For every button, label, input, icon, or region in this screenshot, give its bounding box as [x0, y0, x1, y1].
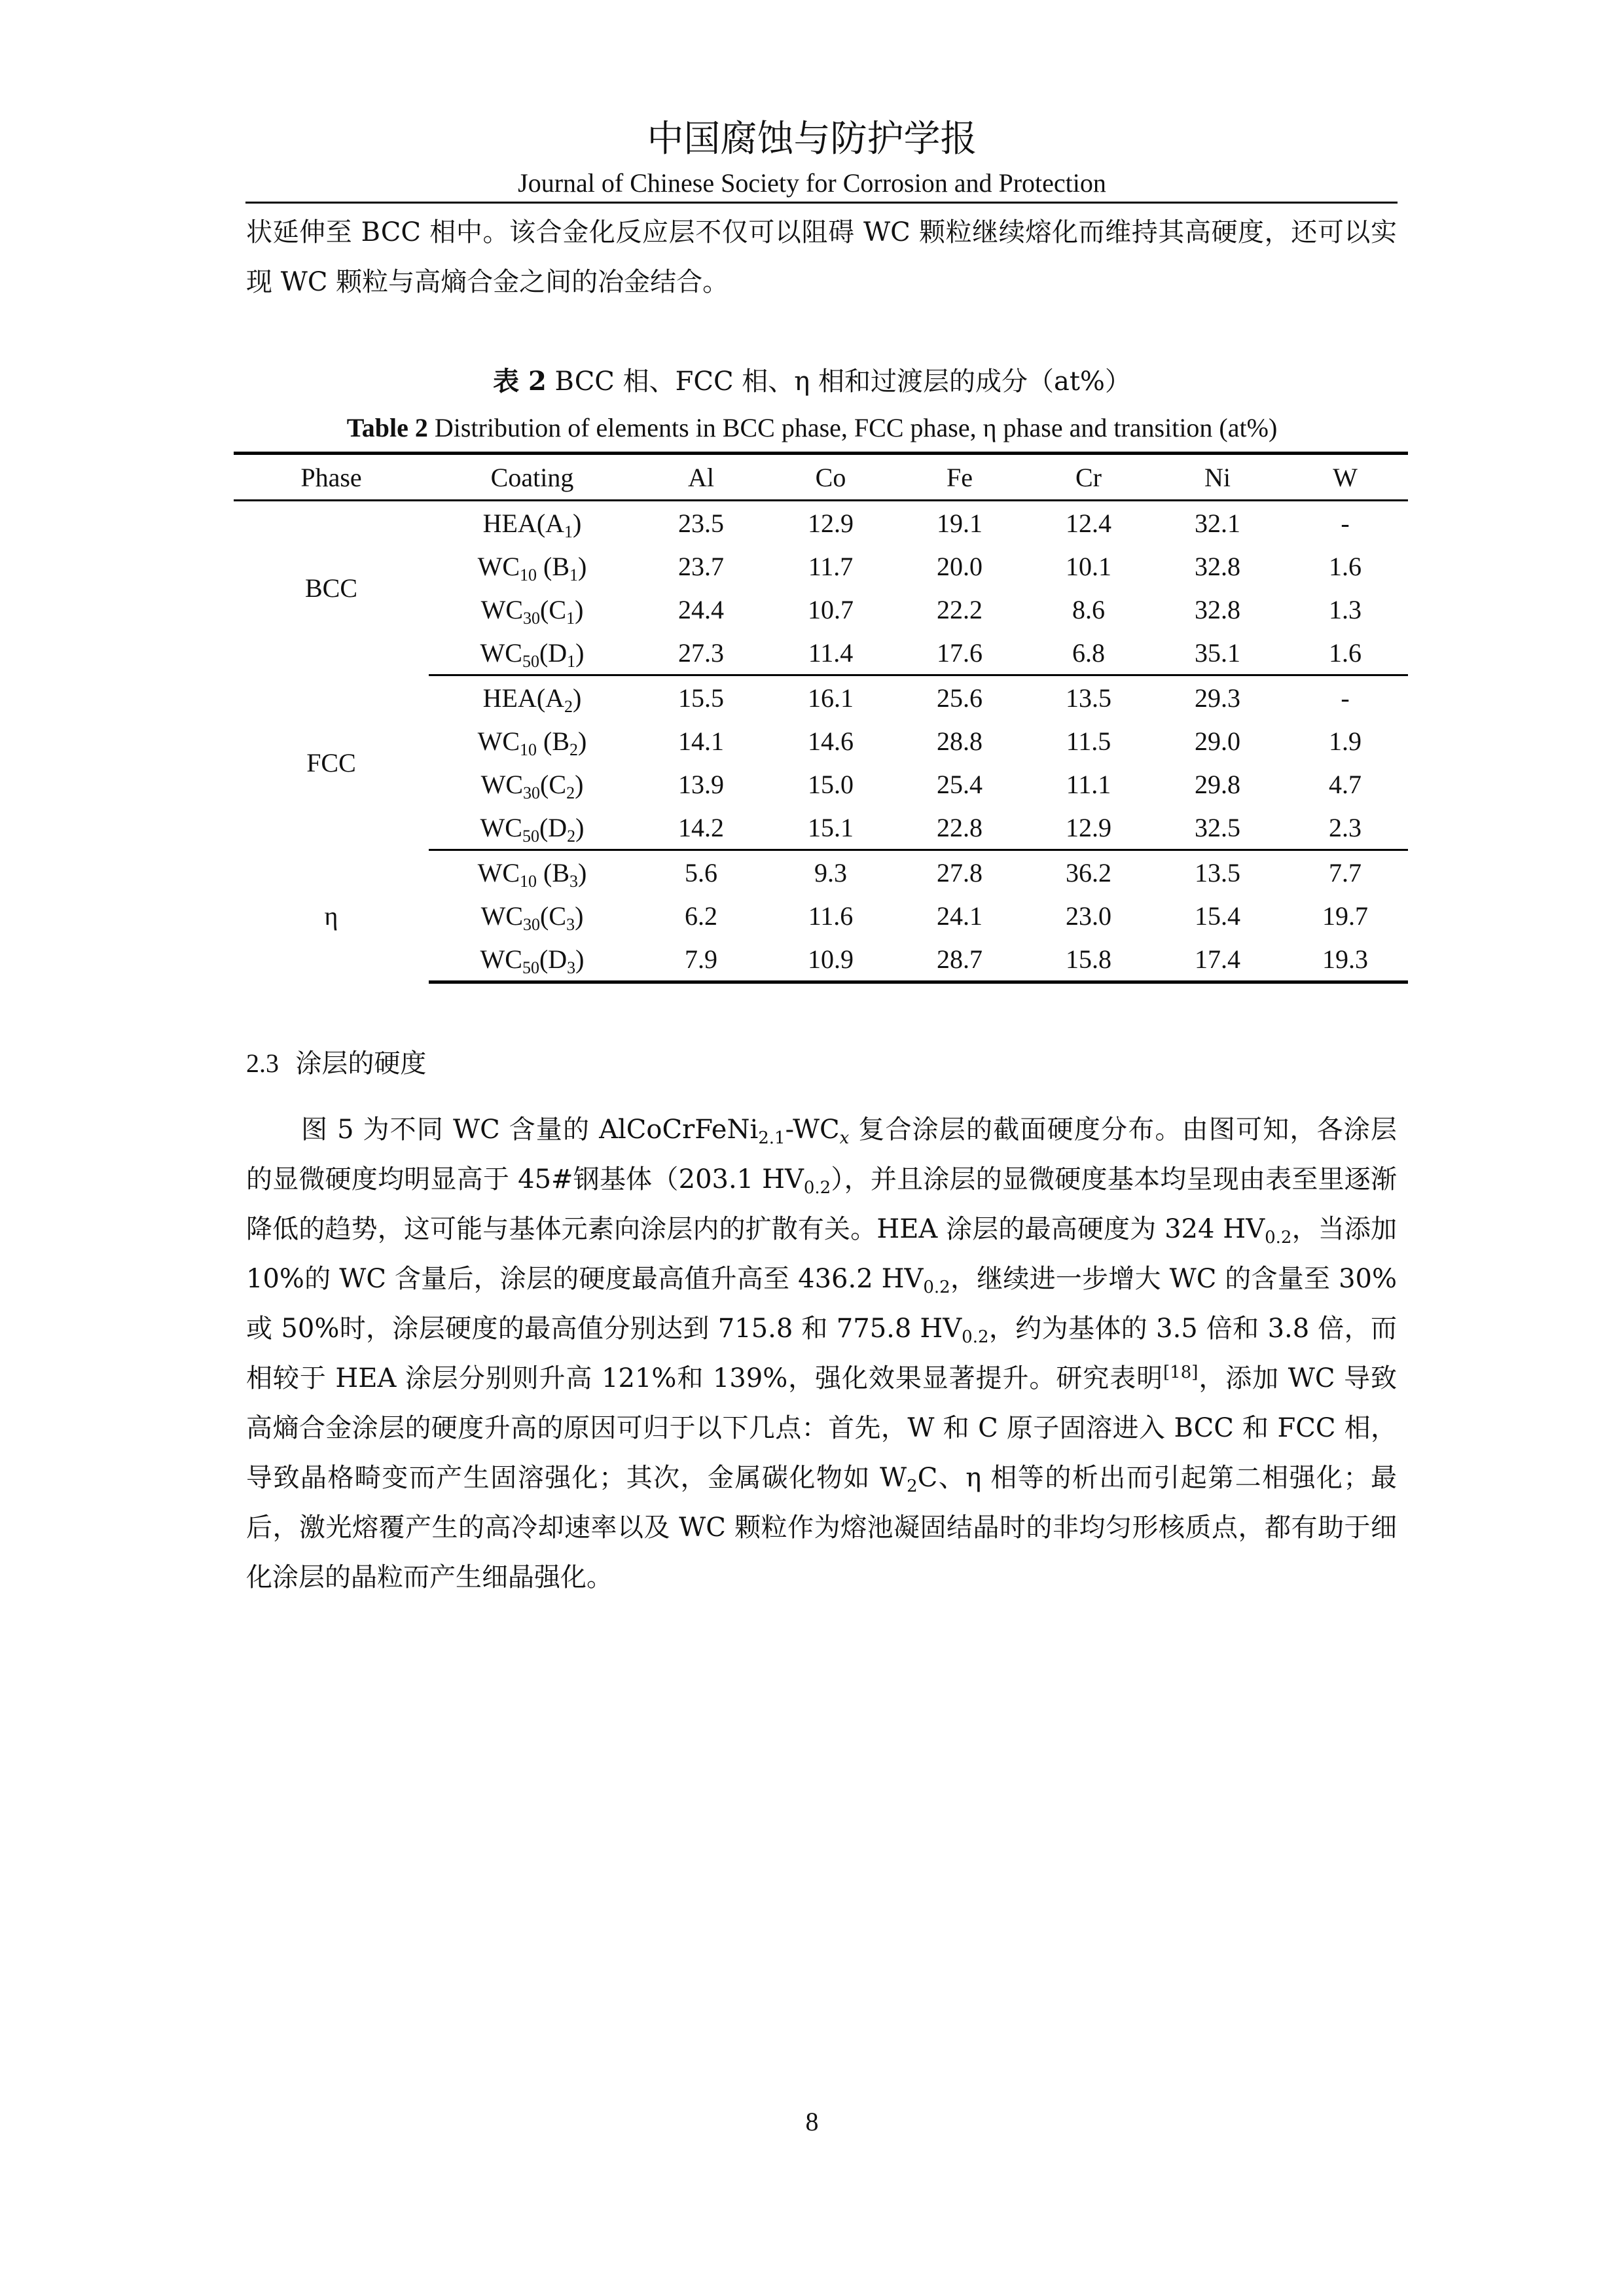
coating-cell: $WC_{50}(D_2)$ — [429, 806, 636, 850]
value-cell: 10.9 — [767, 937, 895, 982]
value-cell: 1.9 — [1329, 726, 1362, 756]
value-cell: 15.1 — [767, 806, 895, 850]
column-header: Fe — [895, 454, 1024, 501]
value-cell: 10.1 — [1066, 551, 1111, 581]
value-cell: 11.6 — [808, 901, 854, 931]
section-heading — [246, 1045, 426, 1082]
journal-title-cn: 中国腐蚀与防护学报 — [647, 118, 977, 160]
value-cell: 11.1 — [1066, 769, 1111, 799]
table-caption-en-text: Distribution of elements in BCC phase, FCC phase, η phase and transition (at%) — [427, 413, 1278, 442]
value-cell: 10.7 — [808, 594, 854, 624]
coating-cell: $WC_{30}(C_2)$ — [480, 769, 584, 802]
column-header: Phase — [234, 454, 429, 501]
phase-cell: FCC — [306, 747, 356, 778]
phase-group — [234, 675, 1408, 850]
value-cell: 13.5 — [1066, 683, 1111, 713]
coating-cell: $WC_{10}$ $(B_2)$ — [477, 726, 587, 759]
value-cell: 12.9 — [1024, 806, 1153, 850]
value-cell: 6.8 — [1024, 631, 1153, 675]
value-cell: 32.1 — [1195, 508, 1240, 538]
table-row — [234, 501, 1408, 545]
value-cell: 32.8 — [1195, 551, 1240, 581]
value-cell: 15.0 — [808, 769, 854, 799]
page-number: 8 — [805, 2107, 819, 2136]
value-cell: 14.6 — [808, 726, 854, 756]
value-cell: 1.6 — [1329, 551, 1362, 581]
value-cell: 12.9 — [808, 508, 854, 538]
phase-group — [234, 850, 1408, 982]
column-header: W — [1282, 454, 1408, 501]
value-cell: 29.3 — [1195, 683, 1240, 713]
value-cell: 28.8 — [937, 726, 983, 756]
value-cell: 22.8 — [895, 806, 1024, 850]
table-row — [234, 675, 1408, 720]
value-cell: 23.5 — [678, 508, 724, 538]
value-cell: 7.7 — [1329, 857, 1362, 888]
header-rule — [245, 202, 1398, 204]
value-cell: 15.4 — [1195, 901, 1240, 931]
coating-cell: $WC_{30}(C_1)$ — [480, 594, 584, 628]
value-cell: 29.0 — [1195, 726, 1240, 756]
coating-cell: $WC_{30}(C_3)$ — [480, 901, 584, 934]
value-cell: 32.5 — [1153, 806, 1282, 850]
coating-cell: $WC_{50}(D_1)$ — [429, 631, 636, 675]
coating-cell: $WC_{10}$ $(B_3)$ — [477, 857, 587, 891]
value-cell: 19.7 — [1322, 901, 1368, 931]
value-cell: 17.6 — [895, 631, 1024, 675]
value-cell: 35.1 — [1153, 631, 1282, 675]
coating-cell: $WC_{10}$ $(B_1)$ — [477, 551, 587, 584]
value-cell: 25.6 — [937, 683, 983, 713]
composition-table — [234, 452, 1408, 984]
table-caption-en — [0, 410, 1624, 446]
value-cell: 13.5 — [1195, 857, 1240, 888]
intro-paragraph — [246, 207, 1397, 307]
column-header: Cr — [1024, 454, 1153, 501]
value-cell: 23.0 — [1066, 901, 1111, 931]
value-cell: 4.7 — [1329, 769, 1362, 799]
value-cell: 20.0 — [937, 551, 983, 581]
phase-cell: BCC — [304, 573, 358, 603]
table-caption-cn-label: 表 2 — [493, 366, 547, 397]
value-cell: 8.6 — [1072, 594, 1105, 624]
journal-title-en: Journal of Chinese Society for Corrosion and Protection — [518, 168, 1106, 198]
table-caption-cn-text: BCC 相、FCC 相、η 相和过渡层的成分（at%） — [546, 367, 1131, 397]
value-cell: 9.3 — [814, 857, 847, 888]
value-cell: 27.8 — [937, 857, 983, 888]
value-cell: 24.1 — [937, 901, 983, 931]
value-cell: 2.3 — [1282, 806, 1408, 850]
body-paragraph — [246, 1105, 1397, 1602]
table-header-row — [234, 454, 1408, 501]
coating-cell: $HEA(A_1)$ — [482, 508, 582, 541]
value-cell: 22.2 — [937, 594, 983, 624]
value-cell: 11.5 — [1066, 726, 1111, 756]
value-cell: 29.8 — [1195, 769, 1240, 799]
value-cell: 1.3 — [1329, 594, 1362, 624]
table-caption-en-label: Table 2 — [346, 413, 428, 442]
value-cell: 5.6 — [685, 857, 717, 888]
section-title: 涂层的硬度 — [295, 1049, 427, 1079]
value-cell: 19.3 — [1282, 937, 1408, 982]
value-cell: - — [1341, 508, 1350, 538]
phase-cell: η — [324, 901, 338, 931]
table-caption-cn — [0, 363, 1624, 400]
column-header: Al — [636, 454, 767, 501]
phase-group — [234, 501, 1408, 675]
value-cell: 15.5 — [678, 683, 724, 713]
intro-text: 状延伸至 BCC 相中。该合金化反应层不仅可以阻碍 WC 颗粒继续熔化而维持其高硬度，还可以实现 WC 颗粒与高熵合金之间的冶金结合。 — [246, 217, 1397, 297]
value-cell: 6.2 — [685, 901, 717, 931]
value-cell: 11.4 — [767, 631, 895, 675]
value-cell: 24.4 — [678, 594, 724, 624]
value-cell: 7.9 — [636, 937, 767, 982]
value-cell: 27.3 — [636, 631, 767, 675]
value-cell: 11.7 — [808, 551, 854, 581]
value-cell: 15.8 — [1024, 937, 1153, 982]
column-header: Ni — [1153, 454, 1282, 501]
value-cell: 23.7 — [678, 551, 724, 581]
value-cell: 14.1 — [678, 726, 724, 756]
value-cell: - — [1341, 683, 1350, 713]
coating-cell: $WC_{50}(D_3)$ — [429, 937, 636, 982]
value-cell: 12.4 — [1066, 508, 1111, 538]
value-cell: 36.2 — [1066, 857, 1111, 888]
column-header: Co — [767, 454, 895, 501]
body-text: 图 5 为不同 WC 含量的 $AlCoCrFeNi_{2.1}-WC_x$ 复合涂层的截面硬度分布。由图可知，各涂层的显微硬度均明显高于 45#钢基体（203.1 $HV_{0.2}$），并且涂层的显微硬度基本均呈现由表至里逐渐降低的趋势，这可能与基体元素向涂层内的扩散有关。HEA 涂层的最高硬度为 324 $HV_{0.2}$，当添加 10%的 WC 含量后，涂层的硬度最高值升高至 436.2 $HV_{0.2}$，继续进一步增大 WC 的含量至 30%或 50%时，涂层硬度的最高值分别达到 715.8 和 775.8 $HV_{0.2}$，约为基体的 3.5 倍和 3.8 倍，而相较于 HEA 涂层分别则升高 121%和 139%，强化效果显著提升。研究表明[18]，添加 WC 导致高熵合金涂层的硬度升高的原因可归于以下几点：首先，W 和 C 原子固溶进入 BCC 和 FCC 相，导致晶格畸变而产生固溶强化；其次，金属碳化物如 $W_2C$、η 相等的析出而引起第二相强化；最后，激光熔覆产生的高冷却速率以及 WC 颗粒作为熔池凝固结晶时的非均匀形核质点，都有助于细化涂层的晶粒而产生细晶强化。 — [246, 1115, 1398, 1592]
value-cell: 19.1 — [937, 508, 983, 538]
value-cell: 25.4 — [937, 769, 983, 799]
value-cell: 17.4 — [1153, 937, 1282, 982]
value-cell: 14.2 — [636, 806, 767, 850]
section-number: 2.3 — [246, 1049, 279, 1078]
value-cell: 32.8 — [1195, 594, 1240, 624]
value-cell: 1.6 — [1282, 631, 1408, 675]
value-cell: 16.1 — [808, 683, 854, 713]
coating-cell: $HEA(A_2)$ — [482, 683, 582, 716]
value-cell: 28.7 — [895, 937, 1024, 982]
table-row — [234, 850, 1408, 895]
value-cell: 13.9 — [678, 769, 724, 799]
column-header: Coating — [429, 454, 636, 501]
